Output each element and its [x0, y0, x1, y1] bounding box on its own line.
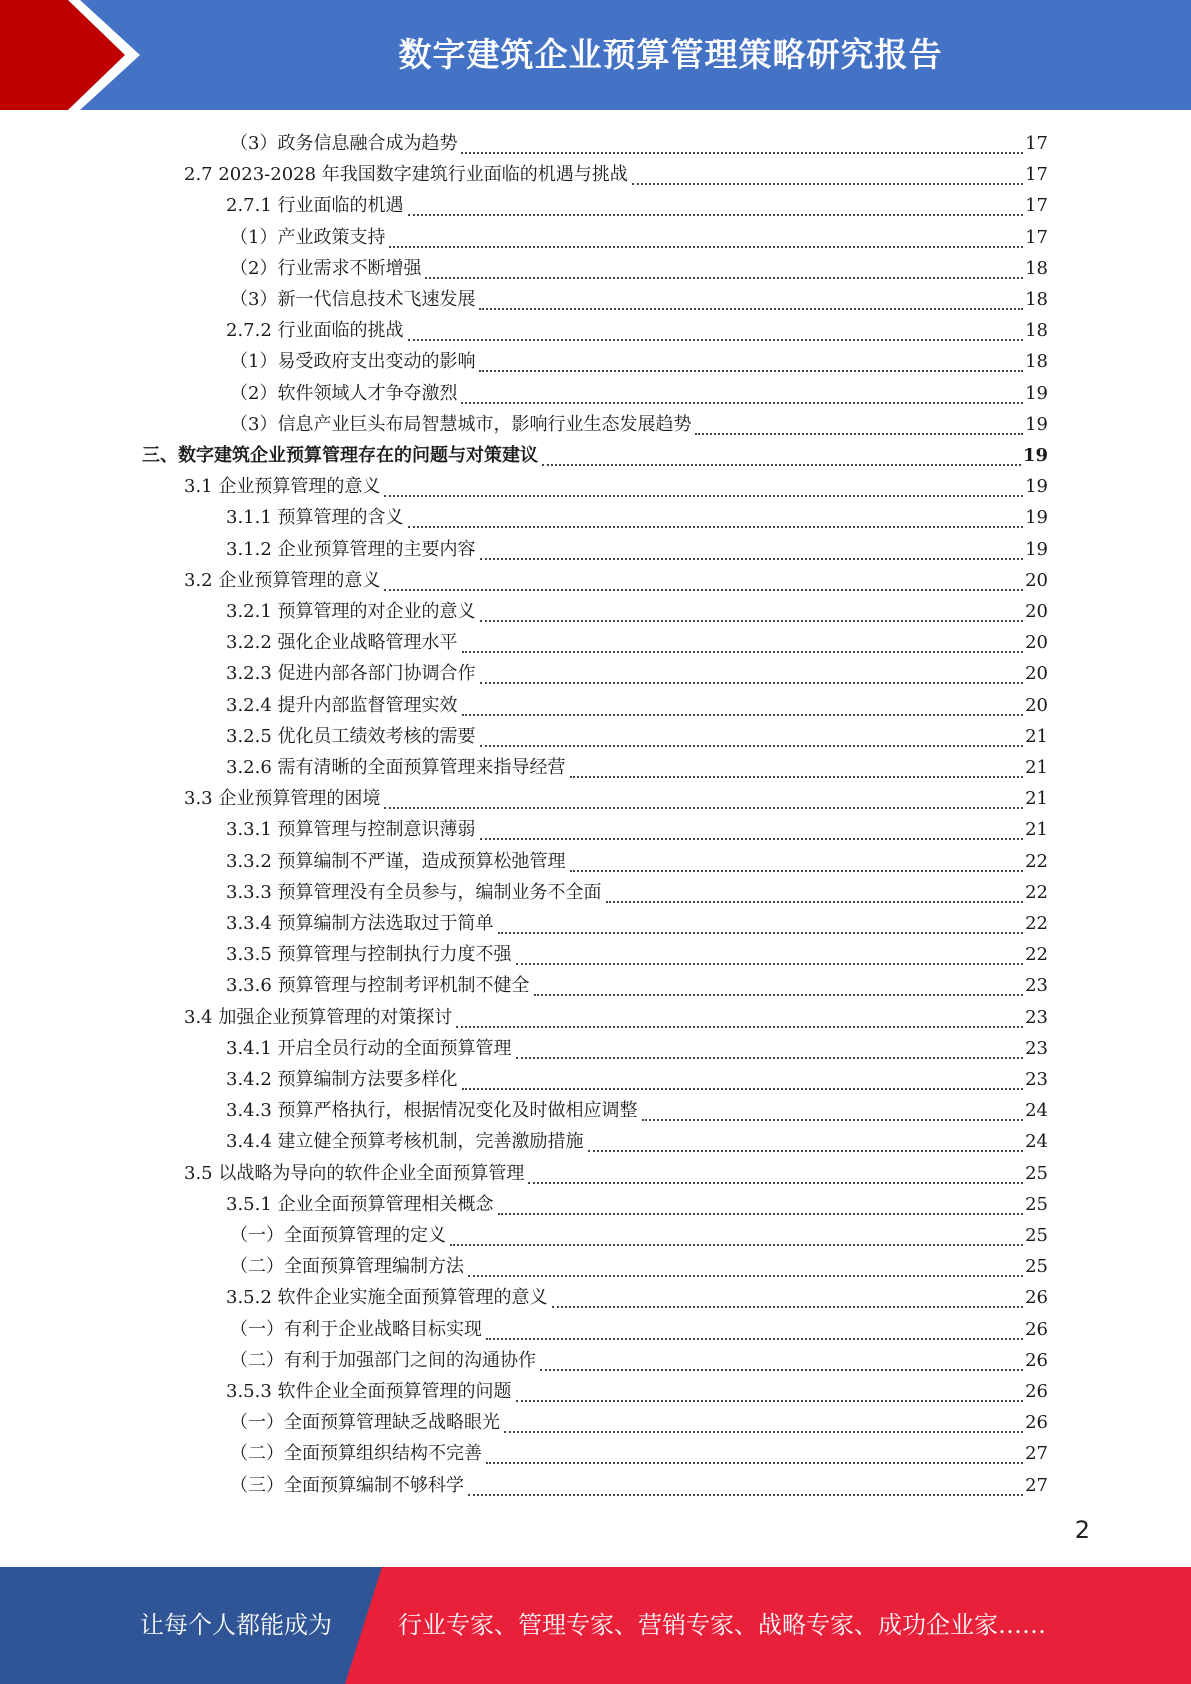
toc-entry-label: （二）全面预算组织结构不完善 — [230, 1443, 482, 1465]
toc-entry-label: （2）行业需求不断增强 — [230, 257, 422, 279]
toc-entry-page: 19 — [1025, 538, 1048, 560]
toc-entry[interactable] — [184, 471, 1048, 502]
toc-entry[interactable] — [226, 596, 1048, 627]
toc-entry[interactable] — [230, 128, 1048, 159]
toc-entry-page: 26 — [1025, 1381, 1048, 1402]
toc-entry-page: 25 — [1025, 1193, 1048, 1215]
toc-leader-dots — [570, 776, 1024, 778]
toc-leader-dots — [588, 1150, 1024, 1152]
toc-entry[interactable] — [230, 284, 1048, 315]
toc-entry[interactable] — [226, 1064, 1048, 1095]
toc-entry-label: 3.3 企业预算管理的困境 — [184, 788, 381, 810]
toc-leader-dots — [384, 589, 1023, 591]
toc-entry[interactable] — [226, 190, 1048, 221]
toc-entry-label: 3.1.1 预算管理的含义 — [226, 507, 404, 529]
toc-entry-label: 3.4.3 预算严格执行，根据情况变化及时做相应调整 — [226, 1100, 638, 1122]
toc-leader-dots — [408, 214, 1024, 216]
toc-entry[interactable] — [226, 752, 1048, 783]
toc-entry-page: 19 — [1025, 507, 1048, 529]
toc-entry-label: （二）有利于加强部门之间的沟通协作 — [230, 1349, 536, 1371]
toc-entry-label: （3）政务信息融合成为趋势 — [230, 133, 458, 154]
toc-entry[interactable] — [226, 627, 1048, 658]
toc-entry-page: 25 — [1025, 1225, 1048, 1246]
toc-entry-label: 3.3.2 预算编制不严谨，造成预算松弛管理 — [226, 850, 566, 872]
toc-entry[interactable] — [226, 315, 1048, 346]
toc-leader-dots — [480, 838, 1024, 840]
toc-entry[interactable] — [230, 222, 1048, 253]
toc-entry[interactable] — [226, 939, 1048, 970]
toc-leader-dots — [486, 1338, 1023, 1340]
toc-entry-label: 3.5.3 软件企业全面预算管理的问题 — [226, 1381, 512, 1402]
toc-leader-dots — [504, 1431, 1023, 1433]
toc-entry-label: （一）全面预算管理缺乏战略眼光 — [230, 1412, 500, 1434]
toc-leader-dots — [389, 246, 1023, 248]
toc-entry[interactable] — [226, 846, 1048, 877]
toc-entry-page: 25 — [1025, 1162, 1048, 1184]
toc-entry-page: 19 — [1025, 476, 1048, 498]
toc-entry-page: 24 — [1025, 1100, 1048, 1122]
toc-entry[interactable] — [230, 1407, 1048, 1438]
toc-entry-label: 3.4.4 建立健全预算考核机制，完善激励措施 — [226, 1131, 584, 1153]
toc-entry-label: 2.7.1 行业面临的机遇 — [226, 195, 404, 217]
toc-entry-label: （2）软件领域人才争夺激烈 — [230, 382, 458, 404]
toc-entry-page: 26 — [1025, 1287, 1048, 1309]
toc-entry[interactable] — [230, 253, 1048, 284]
toc-entry-label: （二）全面预算管理编制方法 — [230, 1256, 464, 1278]
toc-leader-dots — [408, 526, 1024, 528]
toc-entry[interactable] — [226, 658, 1048, 689]
toc-entry-page: 26 — [1025, 1412, 1048, 1434]
toc-entry-label: 3.2.6 需有清晰的全面预算管理来指导经营 — [226, 757, 566, 778]
toc-entry-page: 27 — [1025, 1474, 1048, 1496]
footer-slogan-right: 行业专家、管理专家、营销专家、战略专家、成功企业家…… — [398, 1611, 1046, 1639]
footer-slogan-left: 让每个人都能成为 — [140, 1611, 332, 1639]
toc-leader-dots — [542, 464, 1021, 466]
toc-leader-dots — [468, 1494, 1023, 1496]
toc-entry-label: 3.4 加强企业预算管理的对策探讨 — [184, 1006, 453, 1028]
toc-entry-label: （3）新一代信息技术飞速发展 — [230, 289, 476, 310]
toc-entry-page: 20 — [1025, 694, 1048, 716]
toc-entry-page: 20 — [1025, 663, 1048, 685]
toc-entry[interactable] — [226, 534, 1048, 565]
toc-entry[interactable] — [226, 814, 1048, 845]
toc-entry-label: 3.5.2 软件企业实施全面预算管理的意义 — [226, 1287, 548, 1309]
toc-entry-label: 3.2.3 促进内部各部门协调合作 — [226, 663, 476, 685]
toc-entry-page: 21 — [1025, 788, 1048, 810]
toc-leader-dots — [516, 963, 1024, 965]
toc-entry[interactable] — [226, 908, 1048, 939]
toc-leader-dots — [540, 1369, 1023, 1371]
toc-entry[interactable] — [230, 1470, 1048, 1501]
toc-entry[interactable] — [226, 502, 1048, 533]
toc-leader-dots — [516, 1057, 1024, 1059]
toc-leader-dots — [479, 370, 1023, 372]
toc-entry[interactable] — [142, 440, 1048, 471]
toc-entry[interactable] — [226, 721, 1048, 752]
toc-entry[interactable] — [184, 1158, 1048, 1189]
toc-entry-page: 19 — [1022, 445, 1048, 466]
toc-entry-label: （1）产业政策支持 — [230, 226, 386, 248]
toc-leader-dots — [408, 339, 1024, 341]
toc-entry[interactable] — [230, 1251, 1048, 1282]
toc-leader-dots — [462, 714, 1024, 716]
toc-entry-label: 3.3.5 预算管理与控制执行力度不强 — [226, 944, 512, 966]
toc-entry-page: 17 — [1025, 226, 1048, 248]
toc-entry[interactable] — [230, 1314, 1048, 1345]
toc-entry[interactable] — [226, 877, 1048, 908]
toc-entry-page: 22 — [1025, 850, 1048, 872]
toc-entry-page: 20 — [1025, 601, 1048, 622]
toc-entry-label: （1）易受政府支出变动的影响 — [230, 351, 476, 373]
report-title: 数字建筑企业预算管理策略研究报告 — [398, 35, 943, 74]
toc-entry-page: 23 — [1025, 1006, 1048, 1028]
toc-entry-label: 三、数字建筑企业预算管理存在的问题与对策建议 — [142, 445, 538, 466]
toc-entry-label: 2.7.2 行业面临的挑战 — [226, 320, 404, 342]
toc-leader-dots — [528, 1182, 1023, 1184]
toc-entry-page: 25 — [1025, 1256, 1048, 1278]
toc-leader-dots — [468, 1275, 1023, 1277]
toc-entry-page: 20 — [1025, 632, 1048, 654]
toc-entry-page: 18 — [1025, 320, 1048, 342]
toc-leader-dots — [552, 1306, 1024, 1308]
toc-entry-label: 3.3.4 预算编制方法选取过于简单 — [226, 913, 494, 934]
toc-entry-page: 22 — [1025, 913, 1048, 934]
toc-leader-dots — [384, 807, 1023, 809]
chevron-arrow-icon — [0, 0, 160, 110]
page-footer — [0, 1567, 1191, 1684]
toc-entry[interactable] — [184, 1002, 1048, 1033]
toc-entry[interactable] — [226, 1126, 1048, 1157]
toc-leader-dots — [570, 870, 1024, 872]
page-header — [0, 0, 1191, 110]
toc-entry[interactable] — [184, 159, 1048, 190]
toc-leader-dots — [498, 932, 1024, 934]
toc-entry-label: 3.5 以战略为导向的软件企业全面预算管理 — [184, 1162, 525, 1184]
toc-entry-label: 3.2.1 预算管理的对企业的意义 — [226, 601, 476, 622]
toc-leader-dots — [450, 1244, 1023, 1246]
toc-leader-dots — [632, 183, 1023, 185]
toc-leader-dots — [534, 994, 1024, 996]
toc-leader-dots — [461, 152, 1023, 154]
toc-entry[interactable] — [230, 1220, 1048, 1251]
toc-entry-label: （三）全面预算编制不够科学 — [230, 1474, 464, 1496]
toc-entry[interactable] — [230, 409, 1048, 440]
toc-entry-page: 19 — [1025, 382, 1048, 404]
toc-entry-page: 17 — [1025, 195, 1048, 217]
toc-leader-dots — [480, 620, 1024, 622]
toc-leader-dots — [462, 651, 1024, 653]
toc-leader-dots — [606, 901, 1024, 903]
toc-entry-page: 22 — [1025, 944, 1048, 966]
toc-entry-label: 3.3.6 预算管理与控制考评机制不健全 — [226, 975, 530, 997]
toc-entry-page: 19 — [1025, 413, 1048, 435]
toc-leader-dots — [462, 1088, 1024, 1090]
toc-leader-dots — [425, 277, 1023, 279]
toc-entry[interactable] — [184, 565, 1048, 596]
toc-entry-page: 18 — [1025, 289, 1048, 310]
toc-entry-label: 3.5.1 企业全面预算管理相关概念 — [226, 1193, 494, 1215]
toc-entry-label: 3.1.2 企业预算管理的主要内容 — [226, 538, 476, 560]
toc-entry-page: 23 — [1025, 1069, 1048, 1090]
toc-leader-dots — [480, 745, 1024, 747]
toc-leader-dots — [480, 682, 1024, 684]
toc-entry[interactable] — [184, 783, 1048, 814]
toc-entry-label: 3.1 企业预算管理的意义 — [184, 476, 381, 498]
toc-entry-page: 21 — [1025, 725, 1048, 747]
page-number: 2 — [1074, 1516, 1090, 1544]
toc-entry-label: 3.3.3 预算管理没有全员参与，编制业务不全面 — [226, 881, 602, 903]
toc-leader-dots — [642, 1119, 1024, 1121]
toc-entry-page: 17 — [1025, 164, 1048, 186]
toc-entry-page: 24 — [1025, 1131, 1048, 1153]
toc-entry[interactable] — [230, 346, 1048, 377]
toc-leader-dots — [456, 1026, 1023, 1028]
toc-entry[interactable] — [226, 970, 1048, 1001]
toc-entry-label: 2.7 2023-2028 年我国数字建筑行业面临的机遇与挑战 — [184, 164, 628, 186]
toc-entry-page: 26 — [1025, 1349, 1048, 1371]
toc-entry-label: （一）全面预算管理的定义 — [230, 1225, 446, 1246]
toc-entry-label: 3.4.1 开启全员行动的全面预算管理 — [226, 1037, 512, 1059]
toc-entry[interactable] — [230, 1345, 1048, 1376]
toc-entry-label: 3.2.2 强化企业战略管理水平 — [226, 632, 458, 654]
toc-entry-label: （3）信息产业巨头布局智慧城市，影响行业生态发展趋势 — [230, 413, 692, 435]
toc-entry[interactable] — [230, 1438, 1048, 1469]
toc-leader-dots — [486, 1462, 1023, 1464]
toc-entry-page: 18 — [1025, 351, 1048, 373]
toc-entry[interactable] — [230, 378, 1048, 409]
toc-entry-label: 3.2.4 提升内部监督管理实效 — [226, 694, 458, 716]
toc-entry-page: 17 — [1025, 133, 1048, 154]
toc-entry-label: 3.4.2 预算编制方法要多样化 — [226, 1069, 458, 1090]
toc-leader-dots — [480, 558, 1024, 560]
toc-entry-label: （一）有利于企业战略目标实现 — [230, 1318, 482, 1340]
toc-entry-page: 27 — [1025, 1443, 1048, 1465]
toc-entry[interactable] — [226, 1189, 1048, 1220]
toc-entry-page: 26 — [1025, 1318, 1048, 1340]
toc-entry[interactable] — [226, 1282, 1048, 1313]
toc-leader-dots — [461, 402, 1023, 404]
toc-entry[interactable] — [226, 1376, 1048, 1407]
toc-leader-dots — [695, 433, 1023, 435]
toc-entry-page: 21 — [1025, 757, 1048, 778]
toc-leader-dots — [516, 1400, 1024, 1402]
toc-leader-dots — [498, 1213, 1024, 1215]
toc-entry[interactable] — [226, 690, 1048, 721]
toc-entry[interactable] — [226, 1095, 1048, 1126]
toc-entry-page: 21 — [1025, 819, 1048, 841]
toc-entry-page: 20 — [1025, 569, 1048, 591]
toc-entry-page: 22 — [1025, 881, 1048, 903]
toc-entry-page: 23 — [1025, 975, 1048, 997]
toc-entry-label: 3.3.1 预算管理与控制意识薄弱 — [226, 819, 476, 841]
toc-entry[interactable] — [226, 1033, 1048, 1064]
toc-entry-page: 23 — [1025, 1037, 1048, 1059]
toc-leader-dots — [384, 495, 1023, 497]
toc-leader-dots — [479, 308, 1023, 310]
toc-entry-label: 3.2 企业预算管理的意义 — [184, 569, 381, 591]
toc-entry-page: 18 — [1025, 257, 1048, 279]
toc-entry-label: 3.2.5 优化员工绩效考核的需要 — [226, 725, 476, 747]
